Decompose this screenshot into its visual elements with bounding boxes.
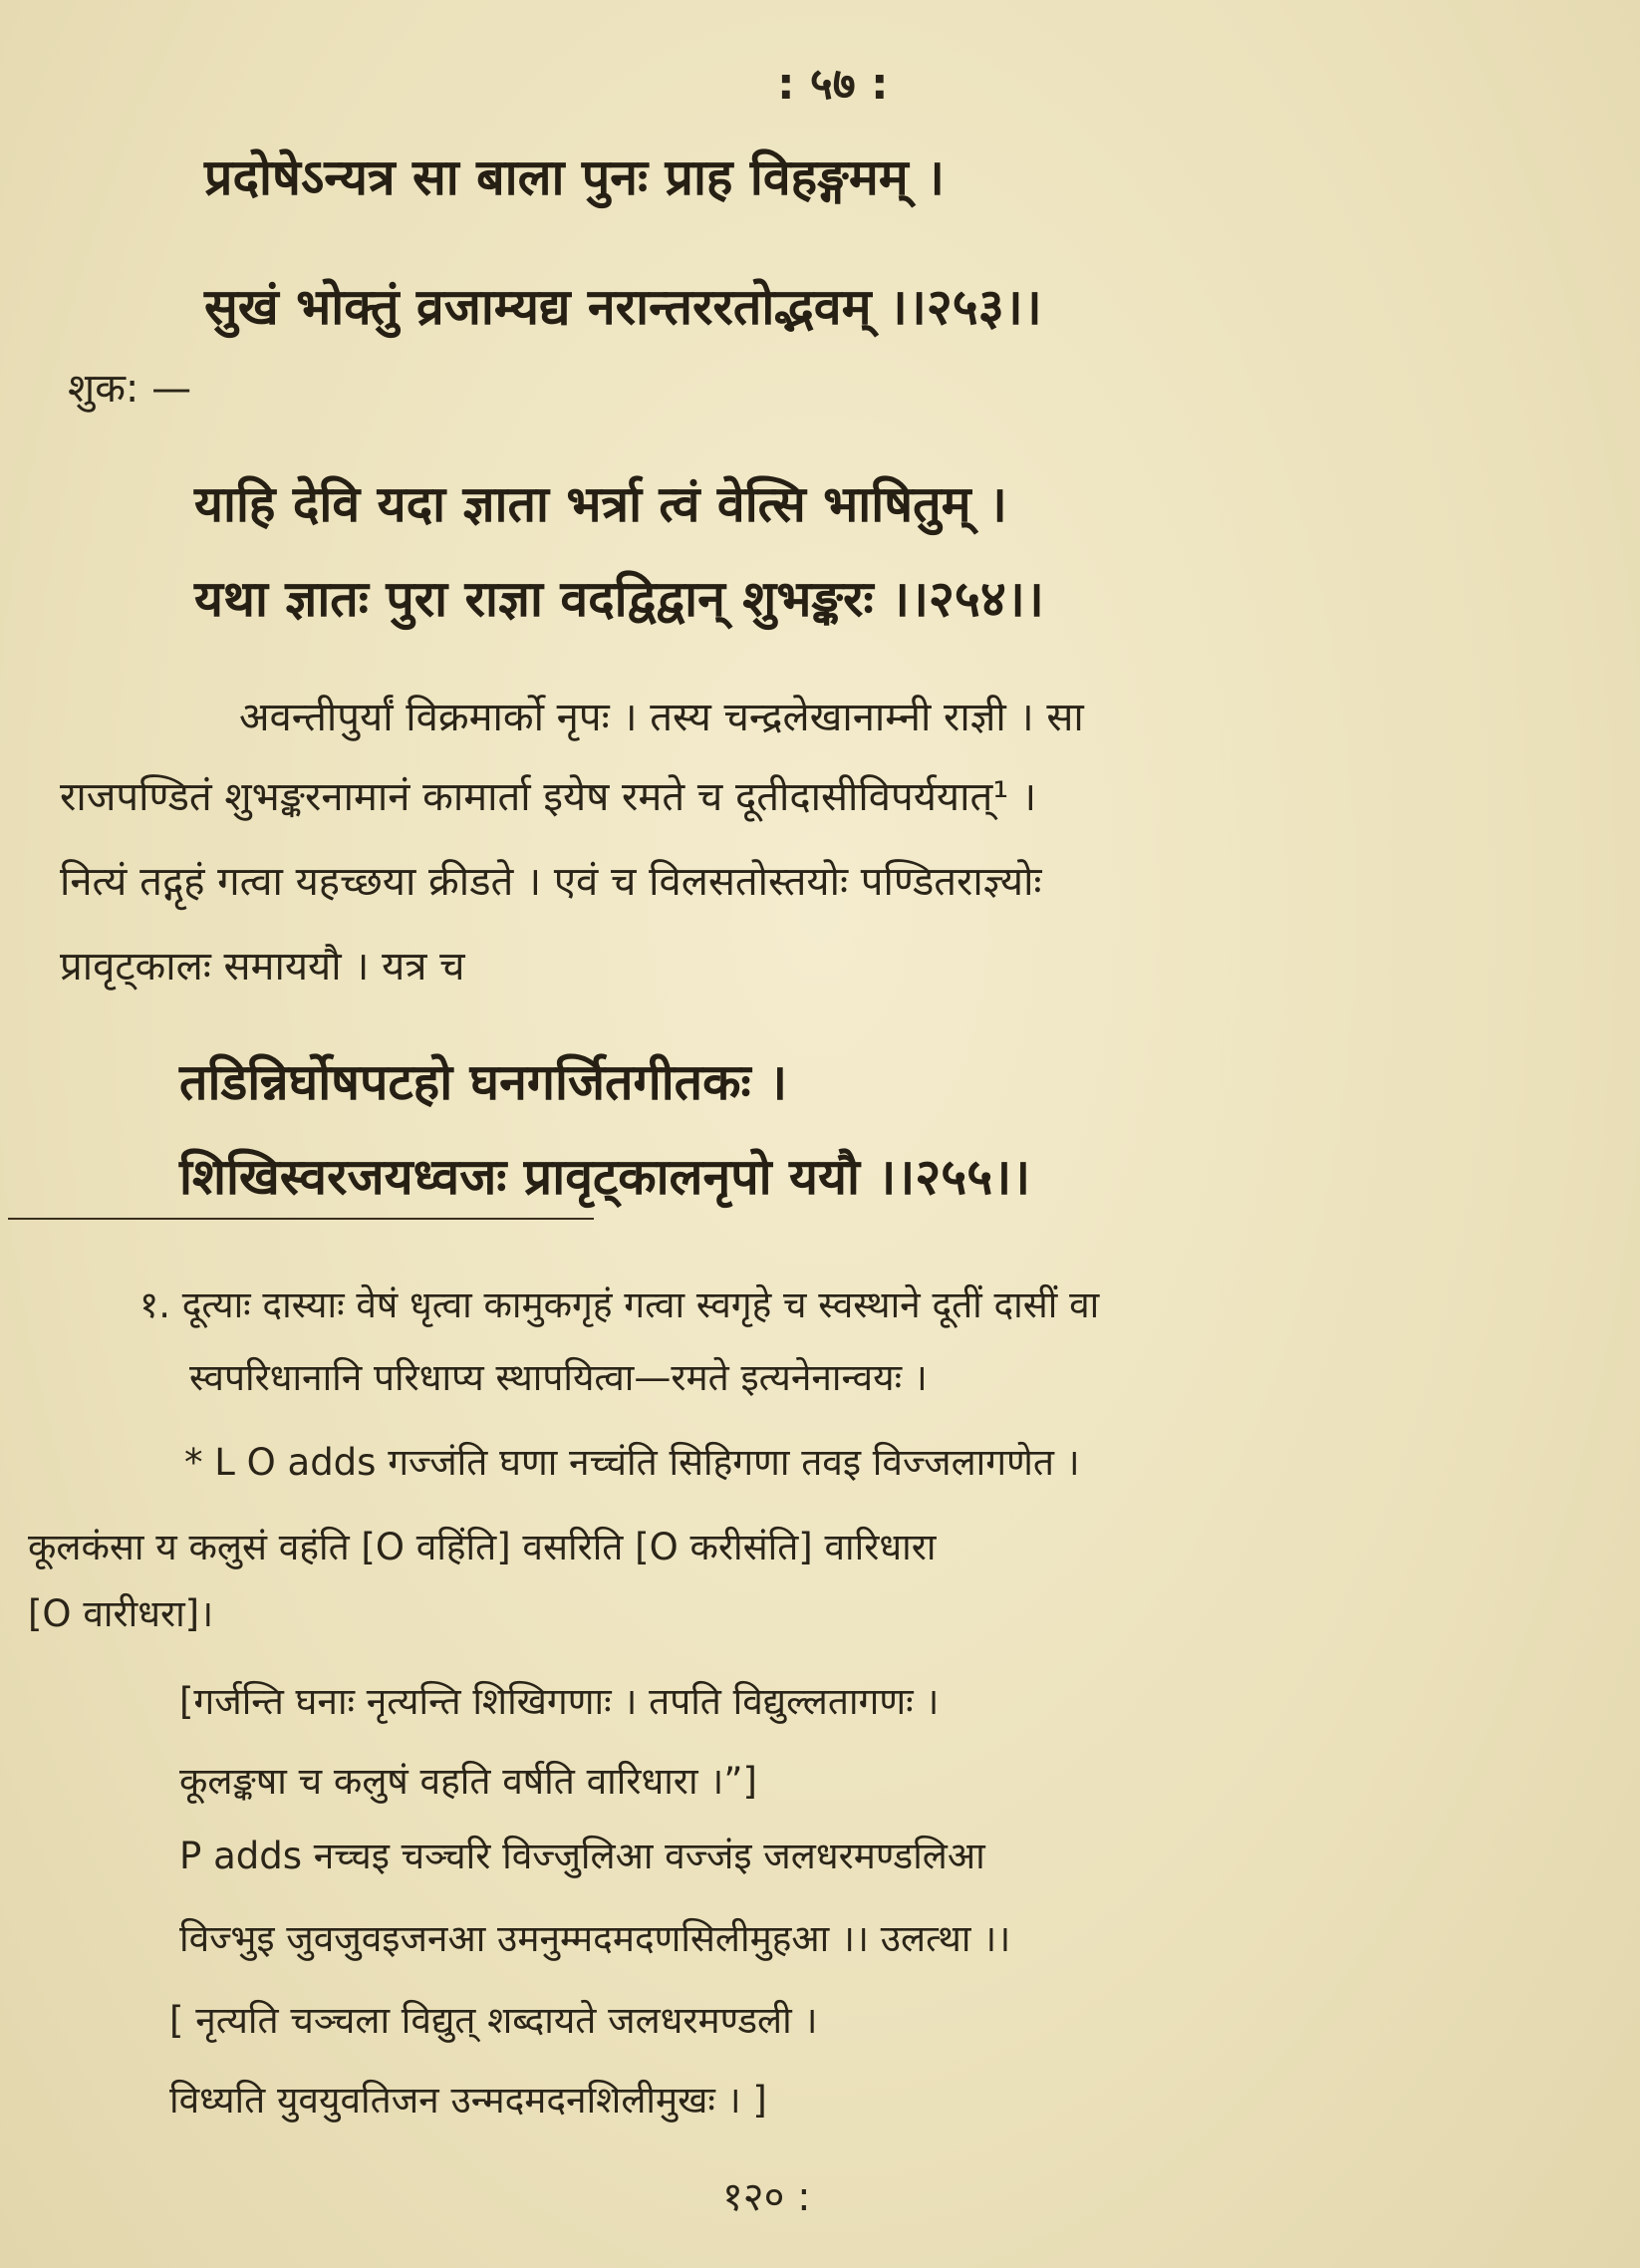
p-adds-line-1: P adds नच्चइ चञ्चरि विज्जुलिआ वज्जंइ जलधरमण्डलिआ: [179, 1835, 985, 1877]
lo-adds-line-1: * L O adds गज्जंति घणा नच्चंति सिहिगणा तवइ विज्जलागणेत ।: [184, 1441, 1080, 1484]
prose-line-1: अवन्तीपुर्यां विक्रमार्को नृपः । तस्य चन्द्रलेखानाम्नी राज्ञी । सा: [239, 695, 1084, 740]
verse-255-line-1: तडिन्निर्घोषपटहो घनगर्जितगीतकः ।: [179, 1053, 788, 1111]
lo-adds-line-3: [O वारीधरा]।: [28, 1592, 214, 1635]
p-sanskrit-line-1: [ नृत्यति चञ्चला विद्युत् शब्दायते जलधरमण्डली ।: [169, 1999, 818, 2042]
verse-254-line-1: याहि देवि यदा ज्ञाता भर्त्रा त्वं वेत्सि भाषितुम् ।: [194, 475, 1007, 533]
lo-sanskrit-line-1: [गर्जन्ति घनाः नृत्यन्ति शिखिगणाः । तपति विद्युल्लतागणः ।: [179, 1680, 940, 1723]
speaker-label: शुक: —: [68, 366, 192, 412]
verse-255-line-2: शिखिस्वरजयध्वजः प्रावृट्कालनृपो ययौ ।।२५५।।: [179, 1148, 1031, 1206]
verse-253-line-2: सुखं भोक्तुं व्रजाम्यद्य नरान्तररतोद्भवम् ।।२५३।।: [204, 278, 1042, 336]
verse-254-line-2: यथा ज्ञातः पुरा राज्ञा वदद्विद्वान् शुभङ्करः ।।२५४।।: [194, 570, 1044, 628]
lo-sanskrit-line-2: कूलङ्कषा च कलुषं वहति वर्षति वारिधारा ।”]: [179, 1760, 757, 1803]
footnote-1-line-1: १. दूत्याः दास्याः वेषं धृत्वा कामुकगृहं गत्वा स्वगृहे च स्वस्थाने दूतीं दासीं वा: [139, 1283, 1100, 1326]
prose-line-3: नित्यं तद्गृहं गत्वा यहच्छया क्रीडते । एवं च विलसतोस्तयोः पण्डितराज्ञ्योः: [60, 859, 1042, 905]
p-sanskrit-line-2: विध्यति युवयुवतिजन उन्मदमदनशिलीमुखः । ]: [169, 2079, 767, 2122]
footnote-1-line-2: स्वपरिधानानि परिधाप्य स्थापयित्वा—रमते इत्यनेनान्वयः ।: [189, 1356, 928, 1399]
page-number-bottom: १२० :: [722, 2174, 811, 2220]
prose-line-4: प्रावृट्कालः समाययौ । यत्र च: [60, 944, 465, 990]
prose-line-2: राजपण्डितं शुभङ्करनामानं कामार्ता इयेष रमते च दूतीदासीविपर्ययात्¹ ।: [60, 774, 1037, 820]
p-adds-line-2: विज्भुइ जुवजुवइजनआ उमनुम्मदमदणसिलीमुहआ ।। उलत्था ।।: [179, 1917, 1011, 1960]
page-number-top: : ५७ :: [777, 59, 889, 110]
footnote-divider: [8, 1218, 594, 1220]
verse-253-line-1: प्रदोषेऽन्यत्र सा बाला पुनः प्राह विहङ्गमम् ।: [204, 148, 945, 206]
lo-adds-line-2: कूलकंसा य कलुसं वहंति [O वहिंति] वसरिति [O करीसंति] वारिधारा: [28, 1526, 937, 1568]
